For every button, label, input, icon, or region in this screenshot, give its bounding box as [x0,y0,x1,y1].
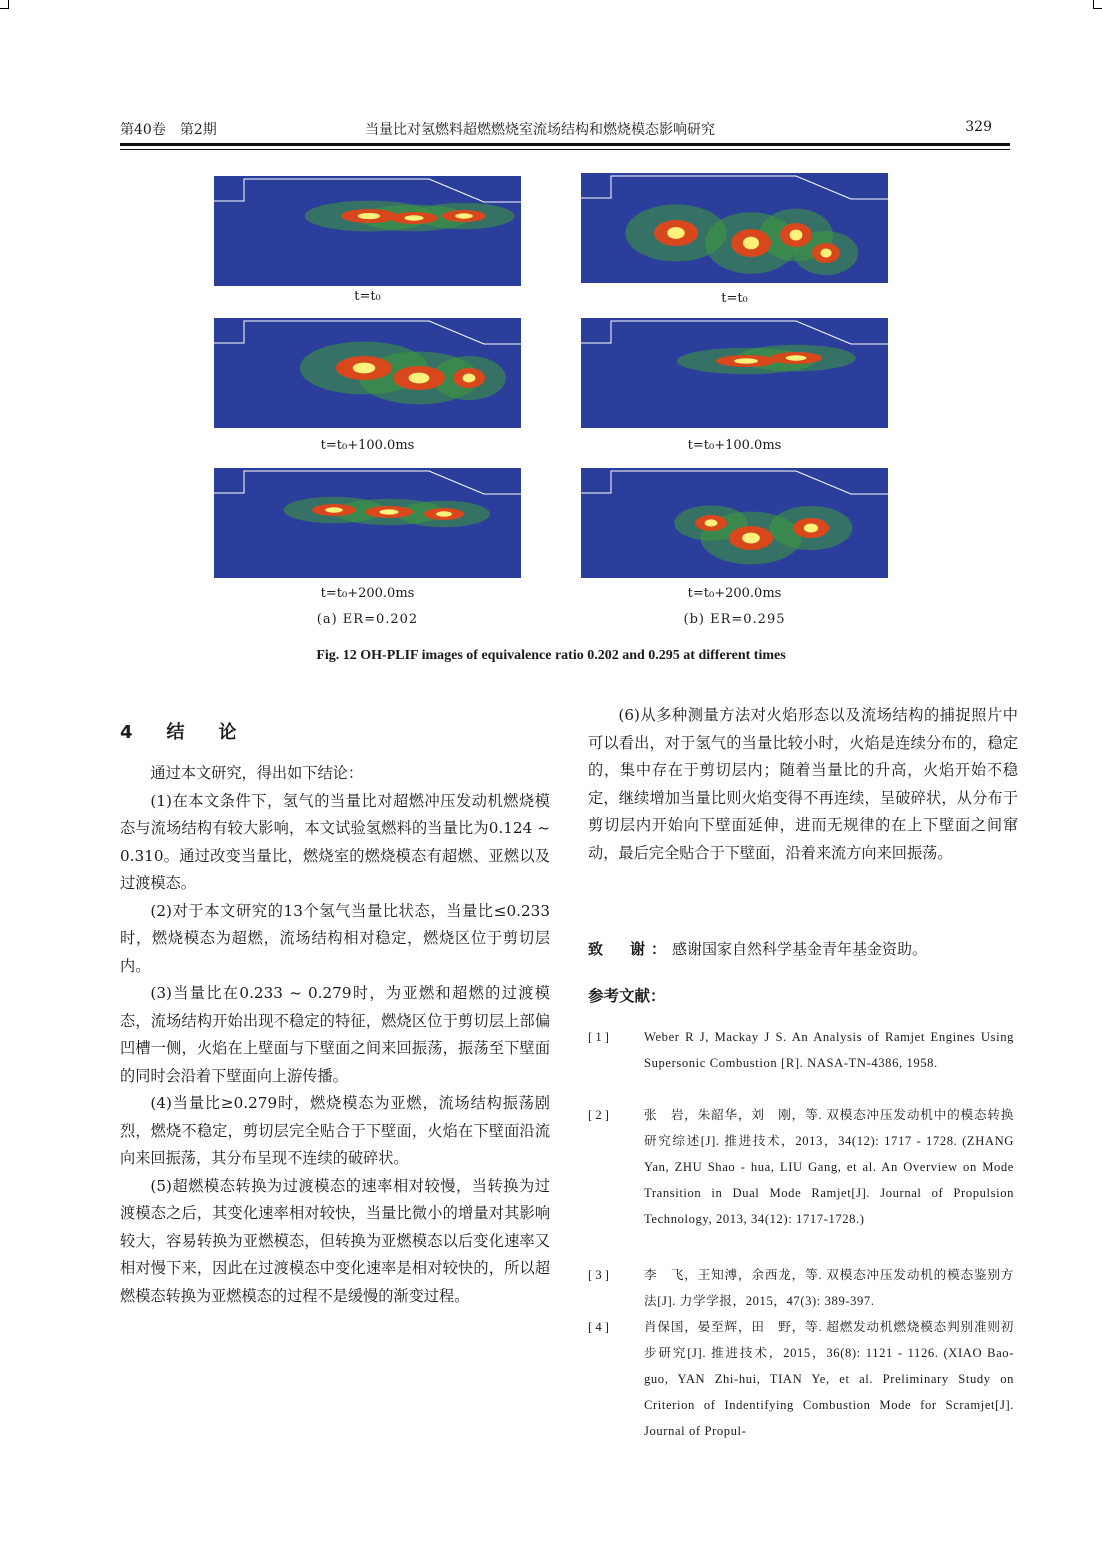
left-column [120,760,550,1310]
header-rule-thin [120,149,1010,150]
acknowledgement-label: 致 谢： [588,940,673,958]
oh-signal-high [409,373,430,384]
paragraph: (2)对于本文研究的13个氢气当量比状态，当量比≤0.233时，燃烧模态为超燃，流场结构相对稳定，燃烧区位于剪切层内。 [120,901,550,975]
volume-issue: 第40卷 第2期 [120,122,217,138]
right-column [588,702,1018,867]
panel-caption: t=t₀+200.0ms [687,586,782,601]
oh-signal-high [325,507,343,512]
reference-number: [ 4 ] [588,1320,609,1334]
plif-image-canvas [214,176,521,286]
oh-signal-high [786,355,807,360]
reference-item [588,1262,1014,1314]
oh-signal-high [790,230,803,241]
plif-image-a-t0 [214,176,521,286]
reference-text: Weber R J, Mackay J S. An Analysis of Ramjet Engines Using Supersonic Combustion [R]. NASA-TN-4386, 1958. [644,1030,1014,1070]
plif-image-b-t0 [581,173,888,283]
oh-signal-high [734,358,758,363]
paragraph: (4)当量比≥0.279时，燃烧模态为亚燃，流场结构振荡剧烈，燃烧不稳定，剪切层完全贴合于下壁面，火焰在下壁面沿流向来回振荡，其分布呈现不连续的破碎状。 [120,1094,550,1167]
panel-caption: t=t₀+200.0ms [320,586,415,601]
paragraph: (3)当量比在0.233 ~ 0.279时，为亚燃和超燃的过渡模态，流场结构开始出现不稳定的特征，燃烧区位于剪切层上部偏凹槽一侧，火焰在上壁面与下壁面之间来回振荡，振荡至下壁面的同时会沿着下壁面向上游传播。 [120,984,550,1085]
plif-image-a-t200 [214,468,521,578]
plif-image-canvas [214,318,521,428]
plif-image-canvas [214,468,521,578]
oh-signal-high [743,237,759,250]
reference-number: [ 2 ] [588,1108,609,1122]
plif-image-canvas [581,318,888,428]
references-heading: 参考文献： [588,987,666,1005]
running-title: 当量比对氢燃料超燃燃烧室流场结构和燃烧模态影响研究 [365,122,715,138]
reference-item [588,1314,1014,1444]
running-head [120,119,1010,141]
reference-item [588,1024,1014,1076]
oh-signal-high [804,524,818,533]
plif-image-canvas [581,468,888,578]
plif-image-b-t100 [581,318,888,428]
acknowledgement [588,938,927,959]
plif-image-canvas [581,173,888,283]
paragraph: (6)从多种测量方法对火焰形态以及流场结构的捕捉照片中可以看出，对于氢气的当量比较小时，火焰是连续分布的，稳定的，集中存在于剪切层内；随着当量比的升高，火焰开始不稳定，继续增加当量比则火焰变得不再连续，呈破碎状，从分布于剪切层内开始向下壁面延伸，进而无规律的在上下壁面之间窜动，最后完全贴合于下壁面，沿着来流方向来回振荡。 [588,706,1018,862]
reference-number: [ 3 ] [588,1268,609,1282]
oh-signal-high [353,363,375,374]
reference-text: 张 岩，朱韶华，刘 刚，等. 双模态冲压发动机中的模态转换研究综述[J]. 推进技术，2013，34(12): 1717 - 1728. (ZHANG Yan, ZHU Shao - hua, LIU Gang, et al. An Overview on Mode Transition in Dual Mode Ramjet[J]. Journal of Propulsion Technology, 2013, 34(12): 1717-1728.) [644,1108,1014,1226]
oh-signal-high [742,533,760,544]
oh-signal-high [436,511,452,516]
panel-caption: t=t₀ [721,291,748,306]
panel-caption: t=t₀ [354,289,381,304]
subcaption-a: (a) ER=0.202 [316,612,419,627]
oh-signal-high [358,213,380,219]
plif-image-a-t100 [214,318,521,428]
oh-signal-high [820,249,831,258]
oh-signal-high [455,213,473,218]
reference-text: 李 飞，王知溥，余西龙，等. 双模态冲压发动机的模态鉴别方法[J]. 力学学报，2015，47(3): 389-397. [644,1268,1014,1308]
paragraph: (1)在本文条件下，氢气的当量比对超燃冲压发动机燃烧模态与流场结构有较大影响，本文试验氢燃料的当量比为0.124 ~ 0.310。通过改变当量比，燃烧室的燃烧模态有超燃、亚燃以及过渡模态。 [120,791,550,892]
oh-signal-high [463,374,476,383]
section-heading: 4 结 论 [120,722,245,743]
reference-number: [ 1 ] [588,1030,609,1044]
oh-signal-high [667,227,685,239]
plif-image-b-t200 [581,468,888,578]
oh-signal-high [379,509,398,514]
crop-mark-right [1093,0,1102,9]
reference-item [588,1102,1014,1232]
paragraph: (5)超燃模态转换为过渡模态的速率相对较慢，当转换为过渡模态之后，其变化速率相对较快，当量比微小的增量对其影响较大，容易转换为亚燃模态，但转换为亚燃模态以后变化速率又相对慢下来，因此在过渡模态中变化速率是相对较快的，所以超燃模态转换为亚燃模态的过程不是缓慢的渐变过程。 [120,1176,550,1305]
page-number: 329 [965,119,992,135]
header-rule-thick [120,143,1010,146]
figure-caption: Fig. 12 OH-PLIF images of equivalence ratio 0.202 and 0.295 at different times [316,648,786,663]
oh-signal-high [705,519,718,526]
oh-signal-high [404,215,423,220]
panel-caption: t=t₀+100.0ms [320,438,415,453]
panel-caption: t=t₀+100.0ms [687,438,782,453]
reference-text: 肖保国，晏至辉，田 野，等. 超燃发动机燃烧模态判别准则初步研究[J]. 推进技术，2015，36(8): 1121 - 1126. (XIAO Bao-guo, YAN Zhi-hui, TIAN Ye, et al. Preliminary Study on Criterion of Indentifying Combustion Mode for Scramjet[J]. Journal of Propul- [644,1320,1014,1438]
paragraph: 通过本文研究，得出如下结论： [150,764,364,782]
crop-mark-left [0,0,9,9]
acknowledgement-text: 感谢国家自然科学基金青年基金资助。 [672,940,928,958]
subcaption-b: (b) ER=0.295 [683,612,786,627]
